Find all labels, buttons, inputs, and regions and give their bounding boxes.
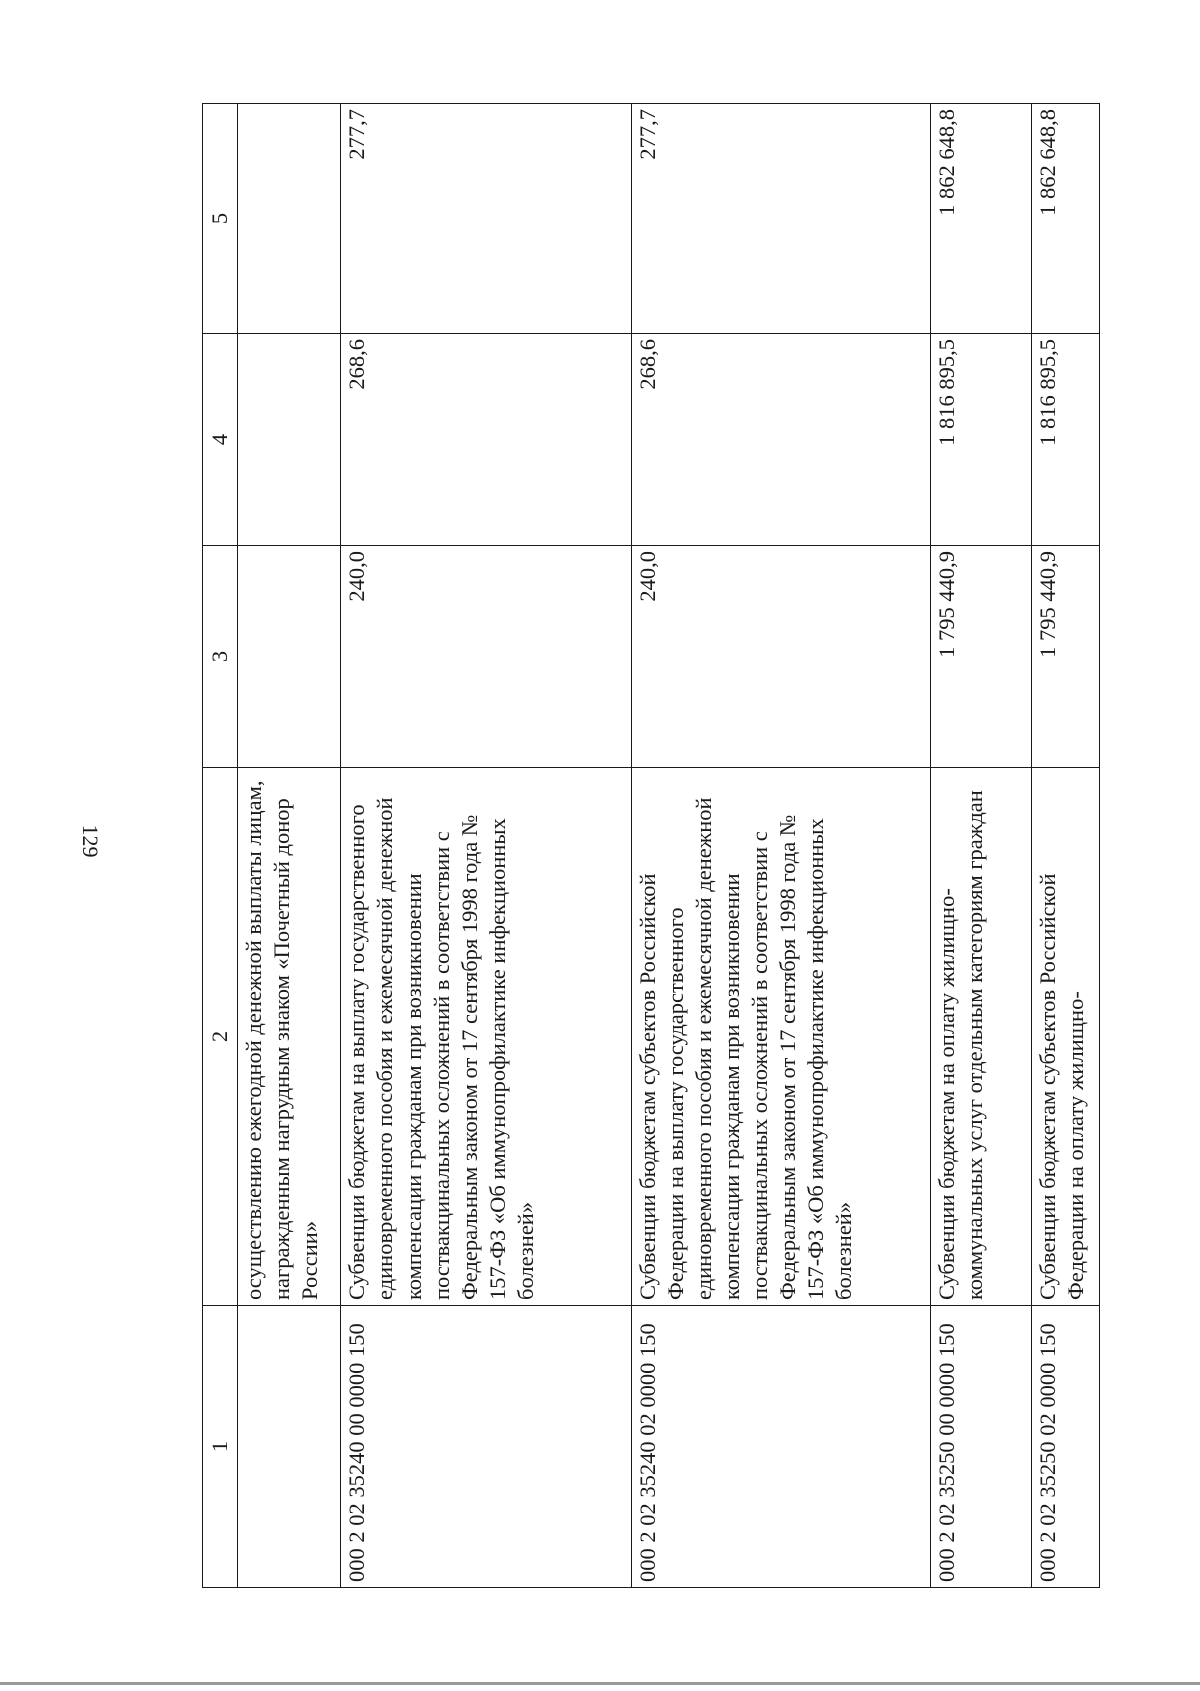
description-cell: осуществлению ежегодной денежной выплаты лицам, награжденным нагрудным знаком «Почетный донор России» [238,768,341,1306]
table-row [341,104,631,1588]
column-header: 2 [203,768,238,1306]
value-cell-col5: 277,7 [631,104,930,334]
budget-code-cell: 000 2 02 35240 00 0000 150 [341,1306,631,1588]
description-cell: Субвенции бюджетам субъектов Российской Федерации на оплату жилищно- [1031,768,1099,1306]
value-cell-col4: 268,6 [341,334,631,546]
value-cell-col4: 268,6 [631,334,930,546]
table-row [238,104,341,1588]
value-cell-col5 [238,104,341,334]
budget-code-cell [238,1306,341,1588]
column-header: 4 [203,334,238,546]
value-cell-col5: 277,7 [341,104,631,334]
budget-code-cell: 000 2 02 35250 00 0000 150 [930,1306,1031,1588]
table-row [1031,104,1099,1588]
table-header-row [203,104,238,1588]
value-cell-col4: 1 816 895,5 [930,334,1031,546]
value-cell-col4 [238,334,341,546]
column-header: 3 [203,546,238,768]
value-cell-col5: 1 862 648,8 [930,104,1031,334]
column-header: 5 [203,104,238,334]
value-cell-col3: 240,0 [631,546,930,768]
value-cell-col3 [238,546,341,768]
column-header: 1 [203,1306,238,1588]
table-row [930,104,1031,1588]
value-cell-col5: 1 862 648,8 [1031,104,1099,334]
budget-table-container [202,104,1100,1588]
table-row [631,104,930,1588]
budget-code-cell: 000 2 02 35240 02 0000 150 [631,1306,930,1588]
value-cell-col3: 1 795 440,9 [1031,546,1099,768]
page-number: 129 [78,824,103,858]
scan-edge-line [0,1682,1200,1685]
value-cell-col3: 1 795 440,9 [930,546,1031,768]
budget-table [202,103,1100,1588]
description-cell: Субвенции бюджетам на оплату жилищно-коммунальных услуг отдельным категориям граждан [930,768,1031,1306]
description-cell: Субвенции бюджетам на выплату государственного единовременного пособия и ежемесячной денежной компенсации гражданам при возникновении поствакцинальных осложнений в соответствии с Федеральным законом от 17 сентября 1998 года № 157-ФЗ «Об иммунопрофилактике инфекционных болезней» [341,768,631,1306]
description-cell: Субвенции бюджетам субъектов Российской Федерации на выплату государственного единовременного пособия и ежемесячной денежной компенсации гражданам при возникновении поствакцинальных осложнений в соответствии с Федеральным законом от 17 сентября 1998 года № 157-ФЗ «Об иммунопрофилактике инфекционных болезней» [631,768,930,1306]
budget-code-cell: 000 2 02 35250 02 0000 150 [1031,1306,1099,1588]
value-cell-col4: 1 816 895,5 [1031,334,1099,546]
value-cell-col3: 240,0 [341,546,631,768]
